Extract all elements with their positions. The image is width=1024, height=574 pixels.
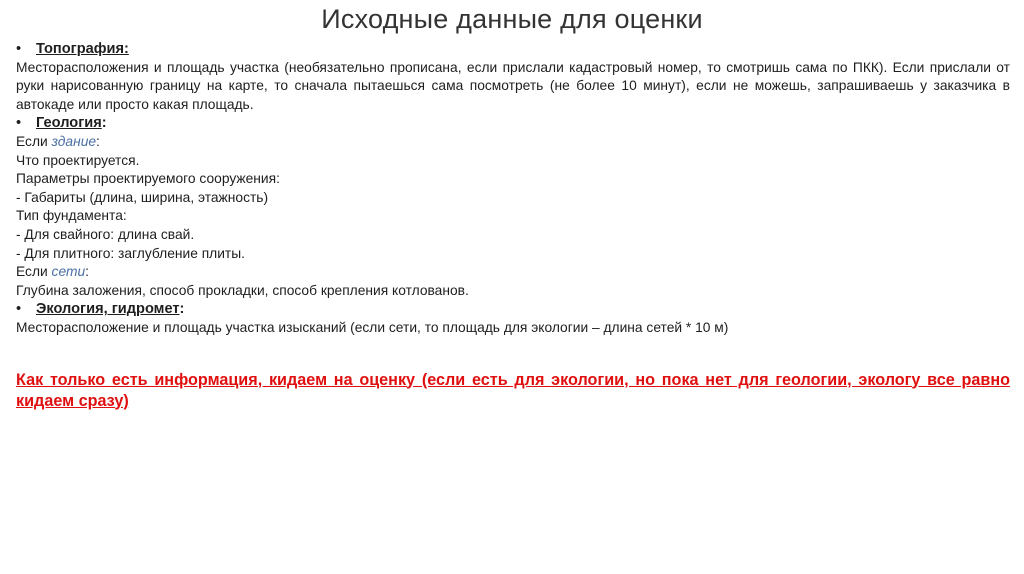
slide-body	[16, 40, 1010, 412]
bullet-dot: •	[16, 41, 22, 57]
geology-if-prefix: Если	[16, 133, 52, 149]
building-link[interactable]: здание	[51, 133, 97, 149]
networks-link[interactable]: сети	[51, 264, 86, 280]
slide-title: Исходные данные для оценки	[321, 4, 703, 34]
geology-networks-suffix: :	[85, 264, 89, 280]
alert-text: Как только есть информация, кидаем на оценку (если есть для экологии, но пока нет для геологии, экологу все равно кидаем сразу)	[16, 370, 1010, 410]
geology-line: Тип фундамента:	[16, 208, 127, 224]
geology-if-networks	[16, 263, 1010, 282]
ecology-heading-colon: :	[179, 301, 185, 318]
spacer	[16, 338, 1010, 370]
geology-line: - Для свайного: длина свай.	[16, 226, 195, 242]
geology-networks-prefix: Если	[16, 264, 52, 280]
geology-bullet	[16, 114, 1010, 133]
geology-heading: Геология	[36, 115, 102, 132]
geology-if-building	[16, 133, 1010, 152]
geology-line: - Для плитного: заглубление плиты.	[16, 245, 246, 261]
geology-line: - Габариты (длина, ширина, этажность)	[16, 189, 269, 205]
geology-if-suffix: :	[96, 133, 100, 149]
ecology-text: Месторасположение и площадь участка изысканий (если сети, то площадь для экологии – длина сетей * 10 м)	[16, 319, 729, 335]
ecology-bullet	[16, 300, 1010, 319]
geology-line: Параметры проектируемого сооружения:	[16, 171, 280, 187]
topography-text: Месторасположения и площадь участка (необязательно прописана, если прислали кадастровый номер, то смотришь сама по ПКК). Если прислали от руки нарисованную границу на карте, то сначала пытаешься сама посмотреть (не более 10 минут), если не можешь, запрашиваешь у заказчика в автокаде или просто какая площадь.	[16, 59, 1010, 112]
geology-line: Что проектируется.	[16, 152, 140, 168]
ecology-heading: Экология, гидромет	[36, 301, 180, 318]
bullet-dot: •	[16, 301, 22, 318]
topography-bullet	[16, 40, 1010, 59]
geology-heading-colon: :	[101, 115, 107, 132]
topography-heading: Топография:	[36, 41, 129, 57]
bullet-dot: •	[16, 115, 22, 132]
geology-networks-line: Глубина заложения, способ прокладки, способ крепления котлованов.	[16, 282, 469, 298]
